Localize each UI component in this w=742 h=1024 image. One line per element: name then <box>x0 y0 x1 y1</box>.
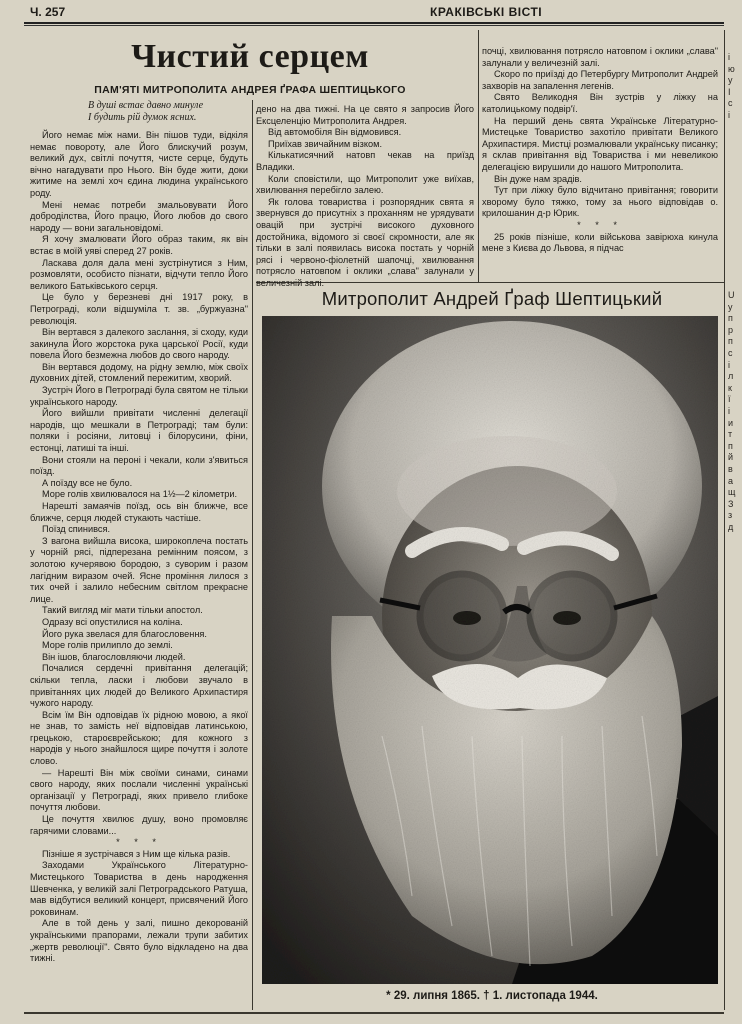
paragraph: Приїхав звичайним візком. <box>268 138 382 149</box>
edge-glyph: U <box>728 290 735 300</box>
adjacent-column-fragment-top <box>728 52 742 172</box>
column-divider-1 <box>252 100 253 1010</box>
paragraph: Заходами Українського Літературно-Мистецького Товариства в день народження Шевченка, у великій залі Петроградського Ратуша, мав відбутися великий концерт, присвячений Його роковинам. <box>30 860 248 917</box>
paragraph: Тут при ліжку було відчитано привітання; говорити хворому було тяжко, тому за нього відповідав о. крилошанин д-р Юрик. <box>482 185 718 219</box>
paragraph: Коли сповістили, що Митрополит уже виїхав, хвилювання перебігло залею. <box>256 173 474 196</box>
paragraph: Море голів хвилювалося на 1½—2 кілометри. <box>42 489 238 500</box>
edge-glyph: т <box>728 429 733 440</box>
newspaper-title: КРАКІВСЬКІ ВІСТІ <box>430 5 543 19</box>
paragraph: Зустріч Його в Петрограді була святом не тільки українського народу. <box>30 385 248 407</box>
paragraph: Він дуже нам зрадів. <box>494 173 582 184</box>
article-column-3 <box>482 46 718 280</box>
paragraph: — Нарешті Він між своїми синами, синами свого народу, яких послали численні українські організації у Петрограді, яких привело глибоке почуття любови. <box>30 767 248 813</box>
paragraph: Пізніше я зустрічався з Ним ще кілька разів. <box>42 848 231 859</box>
paragraph: Кількатисячний натовп чекав на приїзд Владики. <box>256 150 474 172</box>
edge-glyph: у <box>728 75 733 86</box>
paragraph: Ласкава доля дала мені зустрінутися з Ним, розмовляти, особисто пізнати, відчути тепло Його великого Батьківського серця. <box>30 257 248 291</box>
paragraph: Море голів прилипло до землі. <box>42 640 173 651</box>
edge-glyph: і <box>728 359 730 370</box>
edge-glyph: и <box>728 417 734 428</box>
paragraph: Він вертався з далекого заслання, зі сходу, куди закинула Його жорстока рука царської Росії, куди повела Його безмежна любов до свого народу. <box>30 327 248 361</box>
page-number: Ч. 257 <box>30 5 66 19</box>
portrait-photo <box>262 316 718 984</box>
epigraph-line: І будить рій думок ясних. <box>88 112 197 123</box>
edge-glyph: п <box>728 336 733 347</box>
epigraph-line: В душі встає давно минуле <box>88 100 204 111</box>
column-divider-2 <box>478 30 479 282</box>
header-rule-thin <box>24 25 724 26</box>
article-column-1 <box>30 130 248 1010</box>
paragraph: З вагона вийшла висока, широкоплеча постать у чорній рясі, підперезана ремінним поясом, з золотою кучерявою бородою, з суворим і разом лагідним виразом очей. Ясне проміння лилося з тих очей і залило небесним світлом прекрасне лице. <box>30 535 248 604</box>
paragraph: Я хочу змалювати Його образ таким, як він встає в моїй уяві сперед 27 років. <box>30 234 248 256</box>
portrait-image <box>262 316 718 984</box>
edge-glyph: у <box>728 301 733 312</box>
section-separator: * * * <box>577 219 623 230</box>
edge-glyph: з <box>728 510 733 521</box>
edge-glyph: щ <box>728 487 736 498</box>
edge-glyph: І <box>728 86 731 97</box>
header-rule <box>24 22 724 24</box>
paragraph: Це було у березневі дні 1917 року, в Петрограді, коли відшуміла т. зв. „буржуазна" революція. <box>30 292 248 326</box>
edge-glyph: й <box>728 452 734 463</box>
paragraph: Нарешті замаячів поїзд, ось він ближче, все ближче, серця людей стукають частіше. <box>30 501 248 523</box>
edge-glyph: в <box>728 463 733 474</box>
page-bottom-rule <box>24 1012 724 1014</box>
edge-glyph: к <box>728 382 732 393</box>
edge-glyph: р <box>728 324 734 335</box>
paragraph: Мені немає потреби змальовувати Його доброділства, Його працю, Його любов до свого народу — вони загальновідомі. <box>30 199 248 233</box>
edge-glyph: п <box>728 313 733 324</box>
paragraph: Всім їм Він одповідав їх рідною мовою, а якої не знав, то замість неї відповідав латинською, грецькою, староєврейською; для кожного з народів у нього знайшлося щире почуття і золоте слово. <box>30 709 248 767</box>
edge-glyph: ї <box>728 394 731 405</box>
paragraph: Його вийшли привітати численні делегації народів, що мешкали в Петрограді; там були: поляки і росіяни, литовці і білорусини, фіни, естонці, латиші та інші. <box>30 408 248 454</box>
paragraph: Скоро по приїзді до Петербургу Митрополит Андрей захворів на запалення легенів. <box>482 69 718 91</box>
article-column-2 <box>256 104 474 288</box>
paragraph: 25 років пізніше, коли військова завірюха кинула мене з Києва до Львова, я підчас <box>482 231 718 254</box>
paragraph: почці, хвилювання потрясло натовпом і оклики „слава" залунали у величезній залі. <box>482 46 718 68</box>
edge-glyph: а <box>728 475 734 486</box>
paragraph: Поїзд спинився. <box>42 524 110 535</box>
paragraph: дено на два тижні. На це свято я запросив Його Ексцеленцію Митрополита Андрея. <box>256 104 474 126</box>
edge-glyph: л <box>728 371 734 382</box>
paragraph: Його рука звелася для благословення. <box>42 628 207 639</box>
adjacent-column-fragment-bottom <box>728 290 742 560</box>
edge-glyph: с <box>728 98 733 109</box>
edge-glyph: д <box>728 521 734 532</box>
paragraph: На перший день свята Українське Літературно-Мистецьке Товариство захотіло привітати Великого Архипастиря. Мистці розмалювали українську писанку; я склав привітання від Товариства і ми невеликою делегацією вирушили до нашого Митрополита. <box>482 115 718 172</box>
paragraph: Але в той день у залі, пишно декорованій українськими прапорами, лежали трупи забитих „жертв революції". Свято було відкладено на два тижні. <box>30 918 248 964</box>
edge-glyph: і <box>728 109 730 120</box>
article-title: Чистий серцем <box>131 38 369 75</box>
paragraph: Це почуття хвилює душу, воно промовляє гарячими словами... <box>30 814 248 836</box>
edge-glyph: З <box>728 498 734 509</box>
edge-glyph: с <box>728 347 733 358</box>
paragraph: Як голова товариства і розпорядник свята я звернувся до присутніх з проханням не урядувати овацій при зустрічі високого духовного достойника, відомого зі своєї скромности, але як тільки в залі появилась висока постать у чорній рясі і червоно-фіолетній шапочці, хвилювання потрясло натовпом і оклики „слава" залунали у величезній залі. <box>256 196 474 288</box>
paragraph: Від автомобіля Він відмовився. <box>268 127 402 138</box>
paragraph: Одразу всі опустилися на коліна. <box>42 616 183 627</box>
photo-caption: * 29. липня 1865. † 1. листопада 1944. <box>386 990 598 1002</box>
edge-glyph: і <box>728 52 730 62</box>
article-subtitle: ПАМ'ЯТІ МИТРОПОЛИТА АНДРЕЯ ҐРАФА ШЕПТИЦЬКОГО <box>94 84 406 96</box>
paragraph: Вони стояли на пероні і чекали, коли з'явиться поїзд. <box>30 454 248 477</box>
paragraph: Такий вигляд міг мати тільки апостол. <box>42 605 203 616</box>
column-divider-edge <box>724 30 725 1010</box>
section-separator: * * * <box>116 837 162 848</box>
paragraph: Він вертався додому, на рідну землю, між своїх духовних дітей, стомлений пережитим, хворий. <box>30 361 248 384</box>
edge-glyph: п <box>728 440 733 451</box>
paragraph: Свято Великодня Він зустрів у ліжку на католицькому подвір'ї. <box>482 92 718 114</box>
paragraph: Він ішов, благословляючи людей. <box>42 651 186 662</box>
paragraph: Почалися сердечні привітання делегацій; скільки тепла, ласки і любови звучало в привітаннях цих людей до Великого Архипастиря чужого народу. <box>30 663 248 709</box>
edge-glyph: ю <box>728 63 735 74</box>
edge-glyph: і <box>728 405 730 416</box>
paragraph: А поїзду все не було. <box>42 477 133 488</box>
photo-title: Митрополит Андрей Ґраф Шептицький <box>321 288 663 309</box>
paragraph: Його немає між нами. Він пішов туди, відкіля немає повороту, але Його блискучий розум, великий дух, світлі почуття, чисте серце, будуть вічно нагадувати про Нього. Він буде жити, доки житиме на землі хоч єдина людина українського роду. <box>30 130 248 198</box>
